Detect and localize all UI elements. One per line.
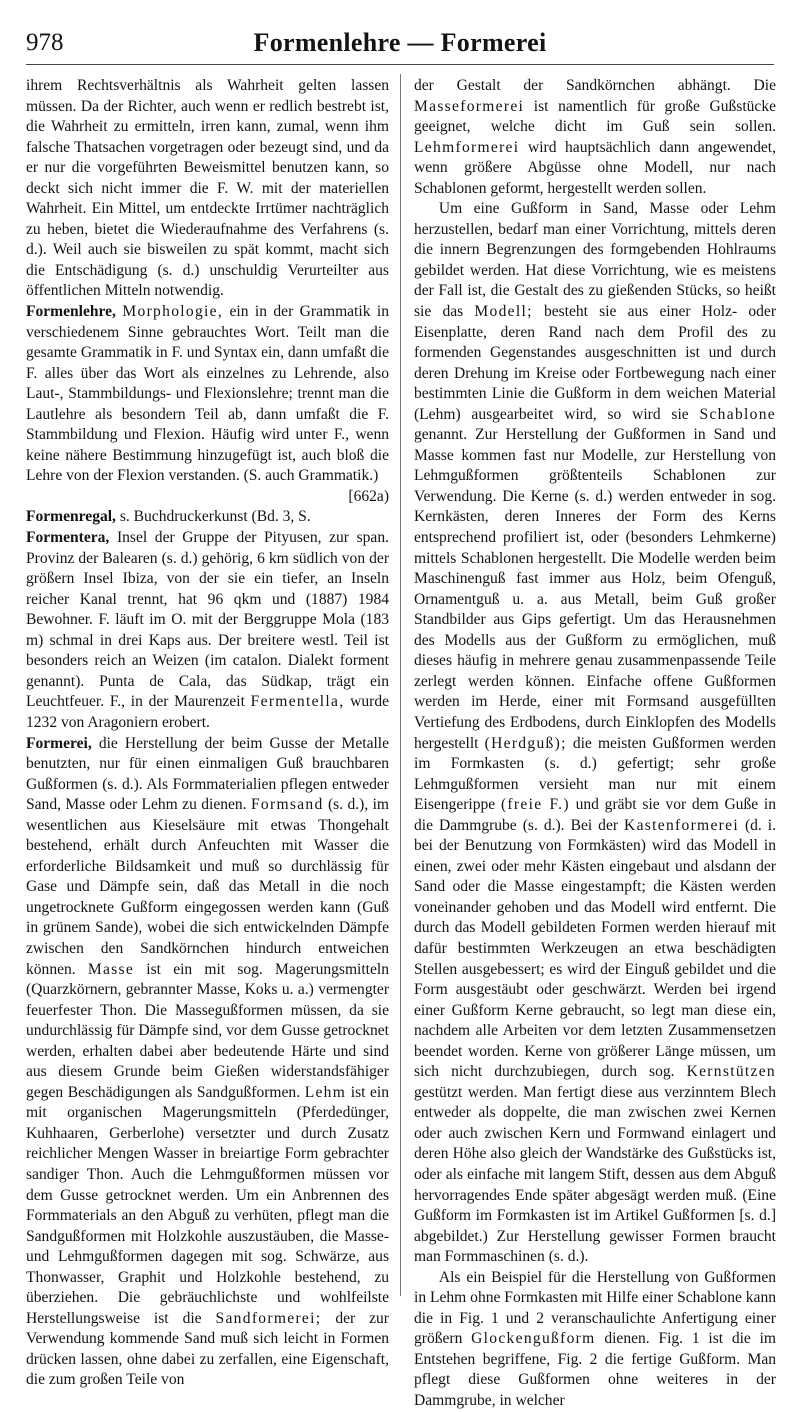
entry-text: ein in der Grammatik in verschiedenem Sinne gebrauchtes Wort. Teilt man die gesamte Grammatik in F. und Syntax ein, dann umfaßt die F. alles über das Wort als einzelnes zu Lehrende, also Laut-, Stammbildungs- und Flexionslehre; trennt man die Lautlehre als besondern Teil ab, dann umfaßt die F. Stammbildung und Flexion. Häufig wird unter F., wenn keine nähere Bestimmung hinzugefügt ist, auch bloß die Lehre von der Flexion verstanden. (S. auch Grammatik.) bbox=[26, 303, 389, 485]
entry-text: die Herstellung der beim Gusse der Metalle benutzten, nur für einen einmaligen Guß brauchbaren Gußformen (s. d.). Als Formmaterialien pflegen entweder Sand, Masse oder Lehm zu dienen. bbox=[26, 734, 390, 814]
paragraph-text: besteht sie aus einer Holz- oder Eisenplatte, deren Rand nach dem Profil des zu formenden Gegenstandes ausgeschnitten ist und durch deren Drehung im Kreise oder Fortbewegung nach einer bestimmten Linie die Gußform in dem weichen Material (Lehm) ausgearbeitet wird, so wird sie bbox=[414, 303, 777, 423]
term-herdguss: (Herdguß); bbox=[484, 734, 567, 752]
header-rule bbox=[26, 64, 774, 65]
entry-formenregal bbox=[26, 507, 389, 528]
entry-text: ist ein mit organischen Magerungsmitteln (Pferdedünger, Kuhhaaren, Gerberlohe) versetzter und durch Zusatz reichlicher Mengen Wasser in breiartige Form gebrachter sandiger Thon. Auch die Lehmgußformen müssen vor dem Gusse getrocknet werden. Um ein Anbrennen des Formmaterials an den Abguß zu verhüten, pflegt man die Sandgußformen mit Holzkohle auszustäuben, die Masse- und Lehmgußformen dagegen mit sog. Schwärze, aus Thonwasser, Graphit und Holzkohle bestehend, zu überziehen. Die gebräuchlichste und wohlfeilste Herstellungsweise ist die bbox=[26, 1083, 390, 1327]
historical-name: Fermentella, bbox=[250, 693, 345, 711]
term-kastenformerei: Kastenformerei bbox=[624, 816, 739, 834]
paragraph-text: wird hauptsächlich dann angewendet, wenn größere Abgüsse ohne Modell, nur nach Schablonen geformt, hergestellt werden sollen. bbox=[414, 138, 776, 197]
paragraph-text: der Gestalt der Sandkörnchen abhängt. Die bbox=[414, 77, 776, 94]
paragraph-text: Als ein Beispiel für die Herstellung von Gußformen in Lehm ohne Formkasten mit Hilfe einer Schablone kann die in Fig. 1 und 2 veranschaulichte Anfertigung einer größern bbox=[414, 1268, 776, 1348]
entry-text: Insel der Gruppe der Pityusen, zur span. Provinz der Balearen (s. d.) gehörig, 6 km südlich von der größern Insel Ibiza, von der sie ein tiefer, an Inseln reicher Kanal trennt, hat 96 qkm und (1887) 1984 Bewohner. F. läuft im O. mit der Berggruppe Mola (183 m) schmal in drei Kaps aus. Der breitere westl. Teil ist besonders reich an Weizen (im catalon. Dialekt forment genannt). Punta de Cala, das Südkap, trägt ein Leuchtfeuer. F., in der Maurenzeit bbox=[26, 529, 389, 711]
entry-headword: Formerei, bbox=[26, 734, 92, 752]
right-column bbox=[414, 76, 776, 1412]
page-reference-tail: [662a) bbox=[348, 487, 389, 505]
term-glockengussform: Glockengußform bbox=[471, 1330, 596, 1348]
paragraph-text: Um eine Gußform in Sand, Masse oder Lehm herzustellen, bedarf man einer Vorrichtung, mittels deren die innern Begrenzungen des formgebenden Hohlraums gebildet werden. Hat diese Vorrichtung, wie es meistens der Fall ist, die Gestalt des zu gießenden Stücks, so heißt sie das bbox=[414, 200, 776, 321]
entry-headword: Formenregal, bbox=[26, 508, 116, 526]
entry-text: ist ein mit sog. Magerungsmitteln (Quarzkörnern, gebrannter Masse, Koks u. a.) vermengter feuerfester Thon. Die Massegußformen müssen, da sie undurchlässig für Dämpfe sind, vor dem Gusse getrocknet werden, erhalten dabei aber bedeutende Härte und sind aus diesem Grunde beim Gießen widerstandsfähiger gegen Beschädigungen als Sandgußformen. bbox=[26, 960, 389, 1101]
term-masse: Masse bbox=[87, 960, 135, 978]
paragraph-beispiel bbox=[414, 1268, 776, 1412]
paragraph-text: die meisten Gußformen werden im Formkasten (s. d.) gefertigt; sehr große Lehmgußformen versieht man nur mit einem Eisengerippe bbox=[414, 734, 777, 814]
paragraph-text: (d. i. bei der Benutzung von Formkästen) wird das Modell in einen, zwei oder mehr Kästen eingebaut und alsdann der Sand oder die Masse eingestampft; die Kästen werden voneinander gehoben und das Modell wird entfernt. Die durch das Modell gebildeten Formen werden hierauf mit dafür bestimmten Werkzeugen an etwa beschädigten Stellen ausgebessert; es wird der Einguß gebildet und die Form ausgestäubt oder geschwärzt. Werden bei irgend einer Gußform Kerne gebraucht, so legt man diese ein, nachdem alle Arbeiten vor dem letzten Zusammensetzen beendet worden. Kerne von größerer Länge müssen, um sich nicht durchzubiegen, durch sog. bbox=[414, 816, 777, 1081]
paragraph-text: und gräbt sie vor dem Guße in die Dammgrube (s. d.). Bei der bbox=[414, 796, 776, 834]
continuation-paragraph bbox=[26, 76, 389, 302]
entry-formentera bbox=[26, 528, 389, 733]
entry-synonym: Morphologie, bbox=[122, 303, 224, 321]
entry-headword: Formentera, bbox=[26, 529, 110, 547]
paragraph-text: ist namentlich für große Gußstücke geeignet, welche dicht im Guß sein sollen. bbox=[414, 97, 777, 136]
column-divider bbox=[400, 74, 401, 1296]
page-number: 978 bbox=[26, 29, 64, 56]
formerei-continued bbox=[414, 76, 776, 199]
entry-text: der zur Verwendung kommende Sand muß sich leicht in Formen drücken lassen, ohne dabei zu zerfallen, eine Eigenschaft, die zum großen Teile von bbox=[26, 1309, 389, 1389]
paragraph-text: dienen. Fig. 1 ist die im Entstehen begriffene, Fig. 2 die fertige Gußform. Man pflegt diese Gußformen ohne weiteres in der Dammgrube, in welcher bbox=[414, 1330, 777, 1409]
term-schablone: Schablone bbox=[699, 405, 776, 423]
term-kernstuetzen: Kernstützen bbox=[686, 1063, 776, 1081]
page-title: Formenlehre — Formerei bbox=[253, 28, 547, 57]
entry-formenlehre bbox=[26, 302, 389, 487]
entry-text: s. Buchdruckerkunst (Bd. 3, S. bbox=[119, 508, 311, 526]
term-lehm: Lehm bbox=[304, 1083, 347, 1101]
entry-text: (s. d.), im wesentlichen aus Kieselsäure mit etwas Thongehalt bestehend, erhält durch Anfeuchten mit Wasser die erforderliche Bildsamkeit und muß so durchlässig für Gase und Dämpfe sein, daß das Metall in die noch ungetrocknete Gußform eingegossen werden kann (Guß in grünem Sande), wobei die sich entwickelnden Dämpfe zwischen den Sandkörnchen hindurch entweichen können. bbox=[26, 796, 390, 978]
term-sandformerei: Sandformerei; bbox=[215, 1309, 322, 1327]
term-lehmformerei: Lehmformerei bbox=[414, 138, 520, 156]
paragraph-text: ihrem Rechtsverhältnis als Wahrheit gelten lassen müssen. Da der Richter, auch wenn er redlich bestrebt ist, die Wahrheit zu ermitteln, irren kann, zumal, wenn ihm falsche Thatsachen vorgetragen oder bezeugt sind, und da er nur die vorgeführten Beweismittel benutzen kann, so deckt sich nicht immer die F. W. mit der materiellen Wahrheit. Ein Mittel, um entdeckte Irrtümer nachträglich zu heben, bietet die Wiederaufnahme des Verfahrens (s. d.). Weil auch sie bisweilen zu spät kommt, macht sich die Entschädigung (s. d.) unschuldig Verurteilter aus öffentlichen Mitteln notwendig. bbox=[26, 77, 389, 300]
entry-formerei bbox=[26, 734, 389, 1392]
left-column bbox=[26, 76, 389, 1391]
entry-text-end: wurde 1232 von Aragoniern erobert. bbox=[26, 693, 390, 731]
term-formsand: Formsand bbox=[250, 796, 324, 814]
term-masseformerei: Masseformerei bbox=[414, 97, 525, 115]
paragraph-gussform bbox=[414, 199, 776, 1267]
term-modell: Modell; bbox=[474, 303, 533, 321]
term-freie-form: (freie F.) bbox=[500, 796, 570, 814]
entry-headword: Formenlehre, bbox=[26, 303, 116, 321]
paragraph-text: genannt. Zur Herstellung der Gußformen in Sand und Masse kommen fast nur Modelle, zur Herstellung von Lehmgußformen größtenteils Schablonen zur Verwendung. Die Kerne (s. d.) werden entweder in sog. Kernkästen, deren Inneres der Form des Kerns entsprechend profiliert ist, oder (besonders Lehmkerne) mittels Schablonen hergestellt. Die Modelle werden beim Maschinenguß fast immer aus Holz, beim Ofenguß, Ornamentguß u. a. aus Metall, beim Guß großer Standbilder aus Gips gefertigt. Um das Herausnehmen des Modells aus der Gußform zu ermöglichen, muß dieses häufig in mehrere genau zusammenpassende Teile zerlegt werden können. Einfache offene Gußformen werden im Herde, einer mit Formsand ausgefüllten Vertiefung des Erdbodens, durch Einklopfen des Modells hergestellt bbox=[414, 426, 776, 752]
running-head bbox=[26, 22, 774, 62]
paragraph-text: gestützt werden. Man fertigt diese aus verzinntem Blech entweder als doppelte, die man zwischen zwei Kernen oder auch zwischen Kern und Formwand einlagert und deren Höhe also gleich der Wandstärke des Gußstücks ist, oder als einfache mit langem Stift, dessen aus dem Abguß hervorragendes Ende später abgesägt werden muß. (Eine Gußform im Formkasten ist im Artikel Gußformen [s. d.] abgebildet.) Zur Herstellung gewisser Formen braucht man Formmaschinen (s. d.). bbox=[414, 1083, 776, 1266]
